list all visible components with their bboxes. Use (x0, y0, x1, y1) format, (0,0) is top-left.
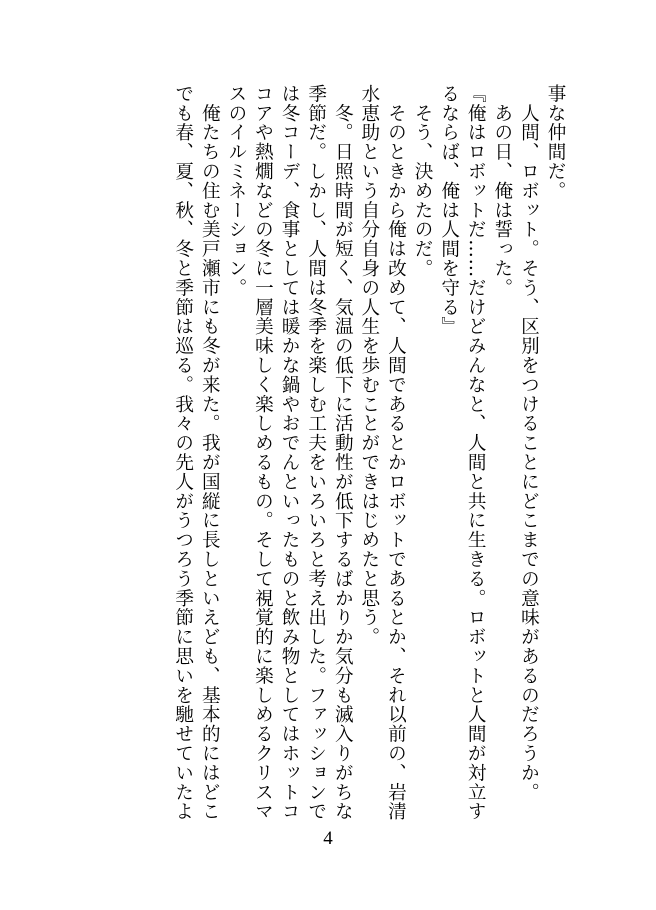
text-line: あの日、俺は誓った。 (491, 84, 513, 298)
text-line: 水恵助という自分自身の人生を歩むことができはじめたと思う。 (358, 84, 380, 647)
text-line: は冬コーデ、食事としては暖かな鍋やおでんといったものと飲み物としてはホットコ (279, 84, 301, 822)
text-line: 季節だ。しかし、人間は冬季を楽しむ工夫をいろいろと考え出した。ファッションで (305, 84, 327, 822)
page-number: 4 (323, 828, 333, 849)
text-line: コアや熱燗などの冬に一層美味しく楽しめるもの。そして視覚的に楽しめるクリスマ (252, 84, 274, 822)
text-line: そう、決めたのだ。 (412, 84, 434, 278)
text-line: そのときから俺は改めて、人間であるとかロボットであるとか、それ以前の、岩清 (385, 84, 407, 822)
text-line: 冬。日照時間が短く、気温の低下に活動性が低下するばかりか気分も滅入りがちな (332, 84, 354, 822)
text-line: スのイルミネーション。 (225, 84, 247, 298)
text-line: るならば、俺は人間を守る』 (438, 84, 460, 337)
text-line: 事な仲間だ。 (545, 84, 566, 201)
text-line: 俺たちの住む美戸瀬市にも冬が来た。我が国縦に長しといえども、基本的にはどこ (199, 84, 221, 822)
text-line: 人間、ロボット。そう、区別をつけることにどこまでの意味があるのだろうか。 (518, 84, 540, 802)
text-line: でも春、夏、秋、冬と季節は巡る。我々の先人がうつろう季節に思いを馳せていたよ (172, 84, 194, 822)
vertical-text-body (169, 84, 568, 822)
text-line: 『俺はロボットだ……だけどみんなと、人間と共に生きる。ロボットと人間が対立す (465, 84, 487, 822)
